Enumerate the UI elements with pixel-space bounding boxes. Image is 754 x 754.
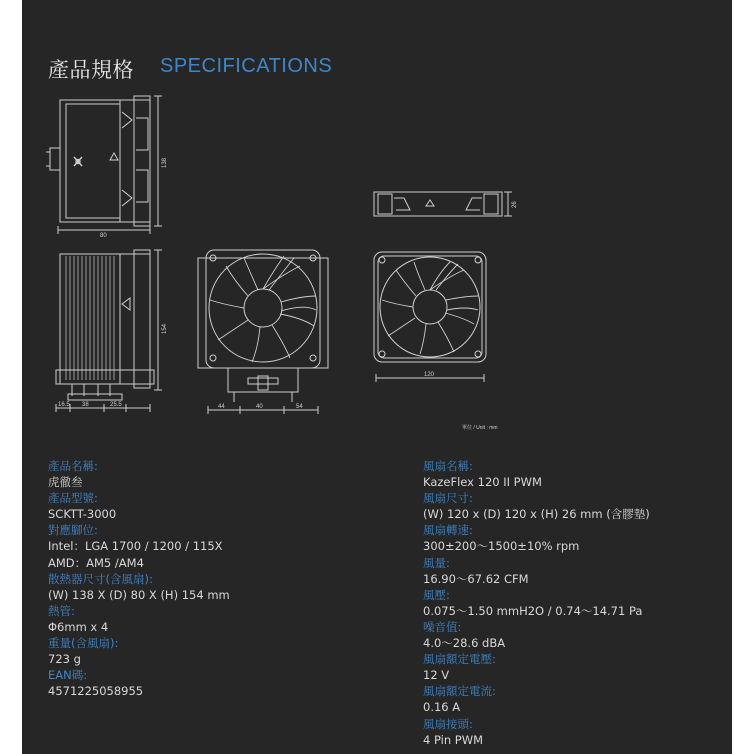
specs-left-column — [48, 458, 230, 699]
spec-value: AMD：AM5 /AM4 — [48, 555, 144, 570]
spec-label: 風壓: — [423, 587, 450, 602]
spec-label: 風扇尺寸: — [423, 491, 473, 506]
spec-value: KazeFlex 120 II PWM — [423, 475, 542, 490]
spec-value: 723 g — [48, 652, 81, 667]
scythe-logo-icon — [74, 157, 82, 166]
cooler-side-view — [46, 96, 162, 234]
spec-value: (W) 120 x (D) 120 x (H) 26 mm (含膠墊) — [423, 507, 650, 522]
technical-drawings — [22, 0, 732, 440]
dim-front-height: 154 — [162, 323, 168, 334]
spec-label: 產品型號: — [48, 491, 98, 506]
unit-note: 單位 / Unit : mm — [462, 425, 498, 431]
spec-value: 0.075～1.50 mmH2O / 0.74～14.71 Pa — [423, 603, 643, 618]
spec-label: 風扇名稱: — [423, 459, 473, 473]
spec-label: 風扇轉速: — [423, 523, 473, 538]
page-title-english: SPECIFICATIONS — [160, 55, 333, 77]
spec-label: 風量: — [423, 555, 450, 570]
spec-label: 風扇接頭: — [423, 716, 473, 731]
spec-label: 噪音值: — [423, 619, 462, 634]
spec-value: Φ6mm x 4 — [48, 619, 109, 634]
specs-right-column — [423, 458, 650, 748]
dim-top-c: 54 — [296, 404, 303, 410]
page-title: 產品規格 — [48, 58, 134, 82]
dim-front-c: 25.5 — [110, 402, 122, 408]
dim-front-a: 16.5 — [58, 402, 70, 408]
spec-value: 300±200～1500±10% rpm — [423, 539, 580, 554]
spec-label: 散熱器尺寸(含風扇): — [48, 571, 153, 586]
dim-top-a: 44 — [218, 404, 225, 410]
cooler-front-view — [56, 250, 162, 412]
dim-front-b: 38 — [82, 402, 89, 408]
dim-side-width: 80 — [100, 233, 107, 239]
spec-value: 4 Pin PWM — [423, 732, 484, 747]
spec-label: 重量(含風扇): — [48, 636, 119, 651]
fan-front-view — [374, 252, 486, 382]
spec-value: 4571225058955 — [48, 684, 144, 699]
dim-top-b: 40 — [256, 404, 263, 410]
spec-panel — [22, 0, 732, 754]
spec-value: 4.0～28.6 dBA — [423, 636, 506, 651]
dim-side-height: 138 — [162, 157, 168, 168]
spec-value: Intel：LGA 1700 / 1200 / 115X — [48, 539, 223, 554]
spec-value: 虎徹叁 — [48, 475, 83, 490]
spec-label: 風扇額定電壓: — [423, 652, 496, 667]
spec-label: 風扇額定電流: — [423, 684, 496, 699]
fan-side-view — [374, 192, 512, 216]
spec-label: 對應腳位: — [48, 523, 98, 538]
spec-label: 熱管: — [48, 603, 75, 618]
spec-value: 16.90～67.62 CFM — [423, 571, 529, 586]
dim-fan-size: 120 — [424, 372, 435, 378]
spec-value: (W) 138 X (D) 80 X (H) 154 mm — [48, 587, 230, 602]
spec-value: SCKTT-3000 — [48, 507, 117, 522]
spec-label: 產品名稱: — [48, 459, 98, 473]
spec-label: EAN碼: — [48, 668, 88, 683]
cooler-top-view — [198, 250, 328, 414]
spec-value: 12 V — [423, 668, 450, 683]
spec-value: 0.16 A — [423, 700, 461, 715]
dim-fan-thickness: 26 — [512, 201, 518, 208]
